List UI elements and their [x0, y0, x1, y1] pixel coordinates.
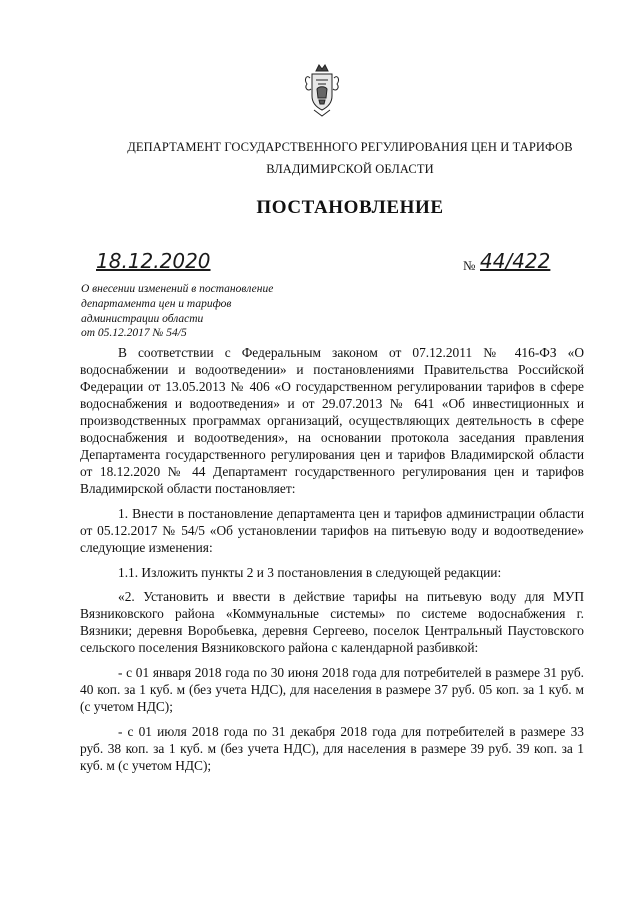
tariff-paragraph-2: - с 01 июля 2018 года по 31 декабря 2018 года для потребителей в размере 33 руб. 38 коп. за 1 куб. м (без учета НДС), для населения в размере 39 руб. 39 коп. за 1 куб. м (с учетом НДС);: [80, 724, 584, 773]
document-title: ПОСТАНОВЛЕНИЕ: [256, 197, 444, 218]
document-date: 18.12.2020: [96, 249, 211, 273]
preamble-paragraph: В соответствии с Федеральным законом от 07.12.2011 № 416-ФЗ «О водоснабжении и водоотведении» и постановлениями Правительства Российской Федерации от 13.05.2013 № 406 «О государственном регулировании тарифов в сфере водоснабжения и водоотведения» и от 29.07.2013 № 641 «Об инвестиционных и производственных программах организаций, осуществляющих деятельность в сфере водоснабжения и водоотведения», на основании протокола заседания правления Департамента государственного регулирования цен и тарифов Владимирской области от 18.12.2020 № 44 Департамент государственного регулирования цен и тарифов Владимирской области постановляет:: [80, 345, 584, 496]
subject-line: администрации области: [81, 312, 204, 325]
subject-line: О внесении изменений в постановление: [81, 283, 274, 295]
department-name-line1: ДЕПАРТАМЕНТ ГОСУДАРСТВЕННОГО РЕГУЛИРОВАНИЯ ЦЕН И ТАРИФОВ: [127, 140, 573, 154]
document-body: [80, 344, 584, 782]
item-1-1-paragraph: 1.1. Изложить пункты 2 и 3 постановления в следующей редакции:: [118, 565, 502, 580]
item-2-paragraph: «2. Установить и ввести в действие тарифы на питьевую воду для МУП Вязниковского района «Коммунальные системы» по системе водоснабжения г. Вязники; деревня Воробьевка, деревня Сергеево, поселок Центральный Паустовского сельского поселения Вязниковского района с календарной разбивкой:: [80, 589, 584, 655]
coat-of-arms-icon: [302, 62, 342, 118]
subject-line: от 05.12.2017 № 54/5: [81, 327, 187, 340]
tariff-paragraph-1: - с 01 января 2018 года по 30 июня 2018 года для потребителей в размере 31 руб. 40 коп. за 1 куб. м (без учета НДС), для населения в размере 37 руб. 05 коп. за 1 куб. м (с учетом НДС);: [80, 665, 584, 714]
document-number: 44/422: [480, 249, 551, 273]
department-name-line2: ВЛАДИМИРСКОЙ ОБЛАСТИ: [266, 162, 434, 176]
subject-line: департамента цен и тарифов: [81, 297, 232, 310]
item-1-paragraph: 1. Внести в постановление департамента цен и тарифов администрации области от 05.12.2017 № 54/5 «Об установлении тарифов на питьевую воду и водоотведение» следующие изменения:: [80, 506, 584, 555]
number-sign: №: [463, 258, 476, 273]
document-subject: [81, 282, 321, 341]
